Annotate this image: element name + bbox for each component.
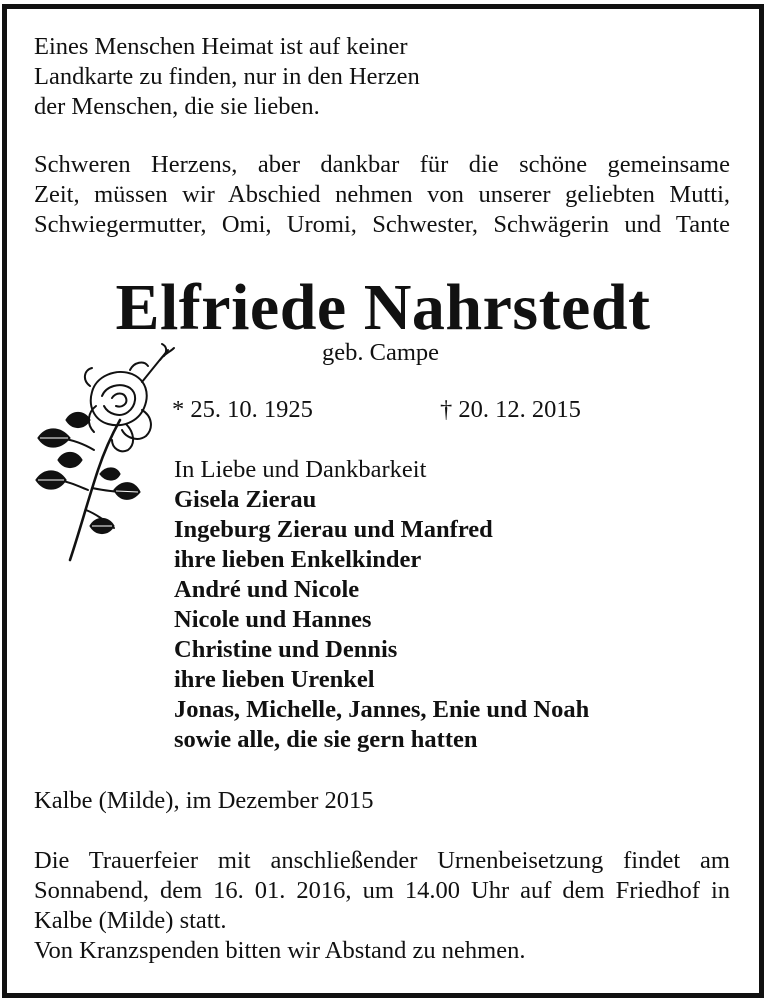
mourner-line: André und Nicole (174, 576, 360, 603)
funeral-line: Die Trauerfeier mit anschließender Urnenbeisetzung findet am (34, 847, 730, 874)
place-date: Kalbe (Milde), im Dezember 2015 (34, 787, 374, 814)
mourner-line: sowie alle, die sie gern hatten (174, 726, 478, 753)
mourner-line: Jonas, Michelle, Jannes, Enie und Noah (174, 696, 590, 723)
birth-date: * 25. 10. 1925 (172, 396, 313, 423)
motto-line: Landkarte zu finden, nur in den Herzen (34, 63, 420, 90)
intro-text (34, 150, 730, 240)
funeral-info (34, 846, 730, 966)
mourner-line: Nicole und Hannes (174, 606, 372, 633)
motto-text (34, 32, 594, 122)
mourner-line: ihre lieben Enkelkinder (174, 546, 422, 573)
motto-line: Eines Menschen Heimat ist auf keiner (34, 33, 408, 60)
intro-line: Schwiegermutter, Omi, Uromi, Schwester, Schwägerin und Tante (34, 211, 730, 238)
funeral-line: Kalbe (Milde) statt. (34, 907, 227, 934)
motto-line: der Menschen, die sie lieben. (34, 93, 320, 120)
death-date: † 20. 12. 2015 (440, 396, 581, 423)
mourner-line: ihre lieben Urenkel (174, 666, 375, 693)
birth-name: geb. Campe (322, 339, 440, 366)
rose-icon (30, 340, 180, 565)
intro-line: Schweren Herzens, aber dankbar für die schöne gemeinsame (34, 151, 730, 178)
mourners-list (174, 485, 589, 755)
intro-line: Zeit, müssen wir Abschied nehmen von unserer geliebten Mutti, (34, 181, 730, 208)
mourner-line: Gisela Zierau (174, 486, 317, 513)
mourner-line: Ingeburg Zierau und Manfred (174, 516, 493, 543)
deceased-name: Elfriede Nahrstedt (115, 271, 651, 344)
mourners-intro: In Liebe und Dankbarkeit (174, 456, 427, 483)
funeral-line: Sonnabend, dem 16. 01. 2016, um 14.00 Uhr auf dem Friedhof in (34, 877, 730, 904)
mourner-line: Christine und Dennis (174, 636, 398, 663)
funeral-note: Von Kranzspenden bitten wir Abstand zu nehmen. (34, 937, 526, 964)
